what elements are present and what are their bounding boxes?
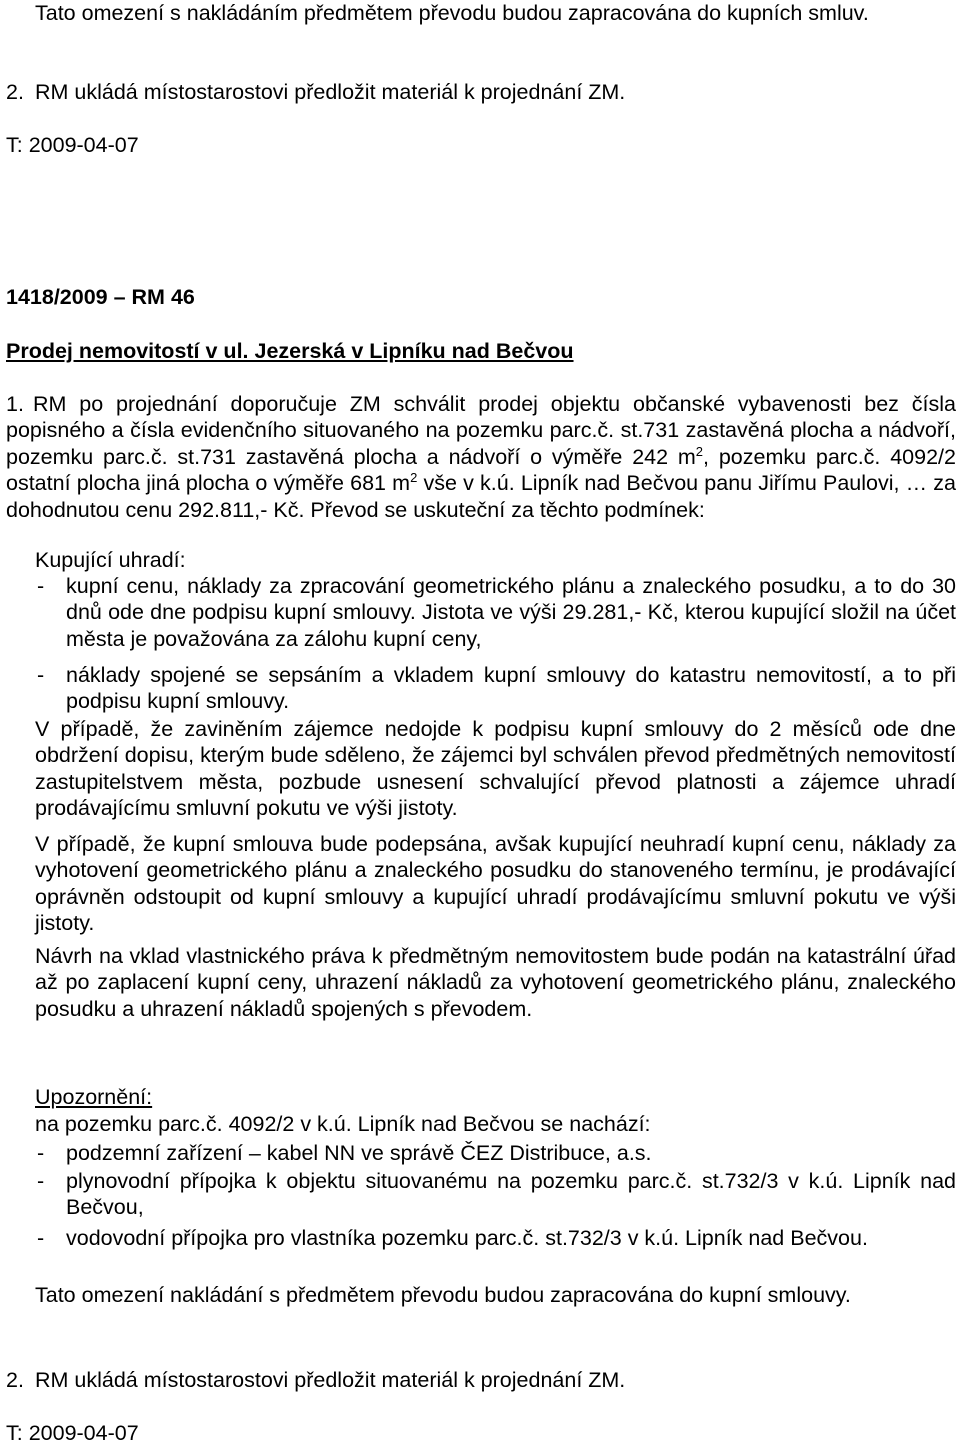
superscript: 2	[410, 470, 418, 486]
list-dash: -	[37, 1226, 45, 1250]
notice-label: Upozornění:	[35, 1085, 153, 1109]
condition-text: náklady spojené se sepsáním a vkladem kupní smlouvy do katastru nemovitostí, a to při podpisu kupní smlouvy.	[66, 663, 956, 714]
closing-paragraph: Tato omezení nakládání s předmětem převodu budou zapracována do kupní smlouvy.	[35, 1283, 851, 1307]
numbered-item-2	[0, 1367, 960, 1394]
notice-intro: na pozemku parc.č. 4092/2 v k.ú. Lipník nad Bečvou se nachází:	[35, 1112, 651, 1136]
deadline: T: 2009-04-07	[6, 1421, 139, 1445]
notice-item-text: plynovodní přípojka k objektu situovanému na pozemku parc.č. st.732/3 v k.ú. Lipník nad Bečvou,	[66, 1169, 956, 1220]
numbered-item-1	[0, 391, 960, 521]
condition-item	[0, 573, 960, 653]
buyer-label: Kupující uhradí:	[35, 548, 186, 572]
item-text: RM po projednání doporučuje ZM schválit prodej objektu občanské vybavenosti bez čísla popisného a čísla evidenčního situovaného na pozemku parc.č. st.731 zastavěná plocha a nádvoří, pozemku parc.č. st.731 zastavěná plocha a nádvoří o výměře 242 $m^2$, pozemku parc.č. 4092/2 ostatní plocha jiná plocha o výměře 681 $m^2$ vše v k.ú. Lipník nad Bečvou panu Jiřímu Paulovi, … za dohodnutou cenu 292.811,- Kč. Převod se uskuteční za těchto podmínek:	[6, 392, 956, 522]
condition-text: kupní cenu, náklady za zpracování geometrického plánu a znaleckého posudku, a to do 30 dnů ode dne podpisu kupní smlouvy. Jistota ve výši 29.281,- Kč, kterou kupující složil na účet města je považována za zálohu kupní ceny,	[66, 574, 956, 651]
notice-item	[0, 1140, 960, 1167]
paragraph-withdrawal: V případě, že kupní smlouva bude podepsána, avšak kupující neuhradí kupní cenu, náklady za vyhotovení geometrického plánu a znaleckého posudku do stanoveného termínu, je prodávající oprávněn odstoupit od kupní smlouvy a kupující uhradí prodávajícímu smluvní pokutu ve výši jistoty.	[35, 832, 956, 936]
item-text: RM ukládá místostarostovi předložit materiál k projednání ZM.	[35, 80, 626, 104]
notice-item	[0, 1225, 960, 1279]
notice-item-text: podzemní zařízení – kabel NN ve správě ČEZ Distribuce, a.s.	[66, 1141, 652, 1165]
list-dash: -	[37, 663, 45, 687]
resolution-number: 1418/2009 – RM 46	[6, 285, 195, 309]
paragraph-penalty: V případě, že zaviněním zájemce nedojde k podpisu kupní smlouvy do 2 měsíců ode dne obdržení dopisu, kterým bude sděleno, že zájemci byl schválen převod předmětných nemovitostí zastupitelstvem města, pozbude usnesení schvalující převod platnosti a zájemce uhradí prodávajícímu smluvní pokutu ve výši jistoty.	[35, 717, 956, 821]
list-dash: -	[37, 1141, 45, 1165]
numbered-item-2	[0, 79, 960, 106]
item-text: RM ukládá místostarostovi předložit materiál k projednání ZM.	[35, 1368, 626, 1392]
list-dash: -	[37, 574, 45, 598]
item-number: 1.	[6, 392, 24, 416]
superscript: 2	[695, 443, 704, 459]
deadline: T: 2009-04-07	[6, 133, 139, 157]
item-number: 2.	[6, 80, 24, 104]
condition-item	[0, 662, 960, 716]
notice-item	[0, 1168, 960, 1222]
notice-item-text: vodovodní přípojka pro vlastníka pozemku parc.č. st.732/3 v k.ú. Lipník nad Bečvou.	[66, 1226, 868, 1250]
closing-paragraph: Tato omezení s nakládáním předmětem převodu budou zapracována do kupních smluv.	[35, 1, 869, 25]
paragraph-cadastre: Návrh na vklad vlastnického práva k předmětným nemovitostem bude podán na katastrální úřad až po zaplacení kupní ceny, uhrazení nákladů za vyhotovení geometrického plánu, znaleckého posudku a uhrazení nákladů spojených s převodem.	[35, 944, 956, 1021]
item-number: 2.	[6, 1368, 24, 1392]
resolution-subject: Prodej nemovitostí v ul. Jezerská v Lipníku nad Bečvou	[6, 339, 574, 363]
list-dash: -	[37, 1169, 45, 1193]
